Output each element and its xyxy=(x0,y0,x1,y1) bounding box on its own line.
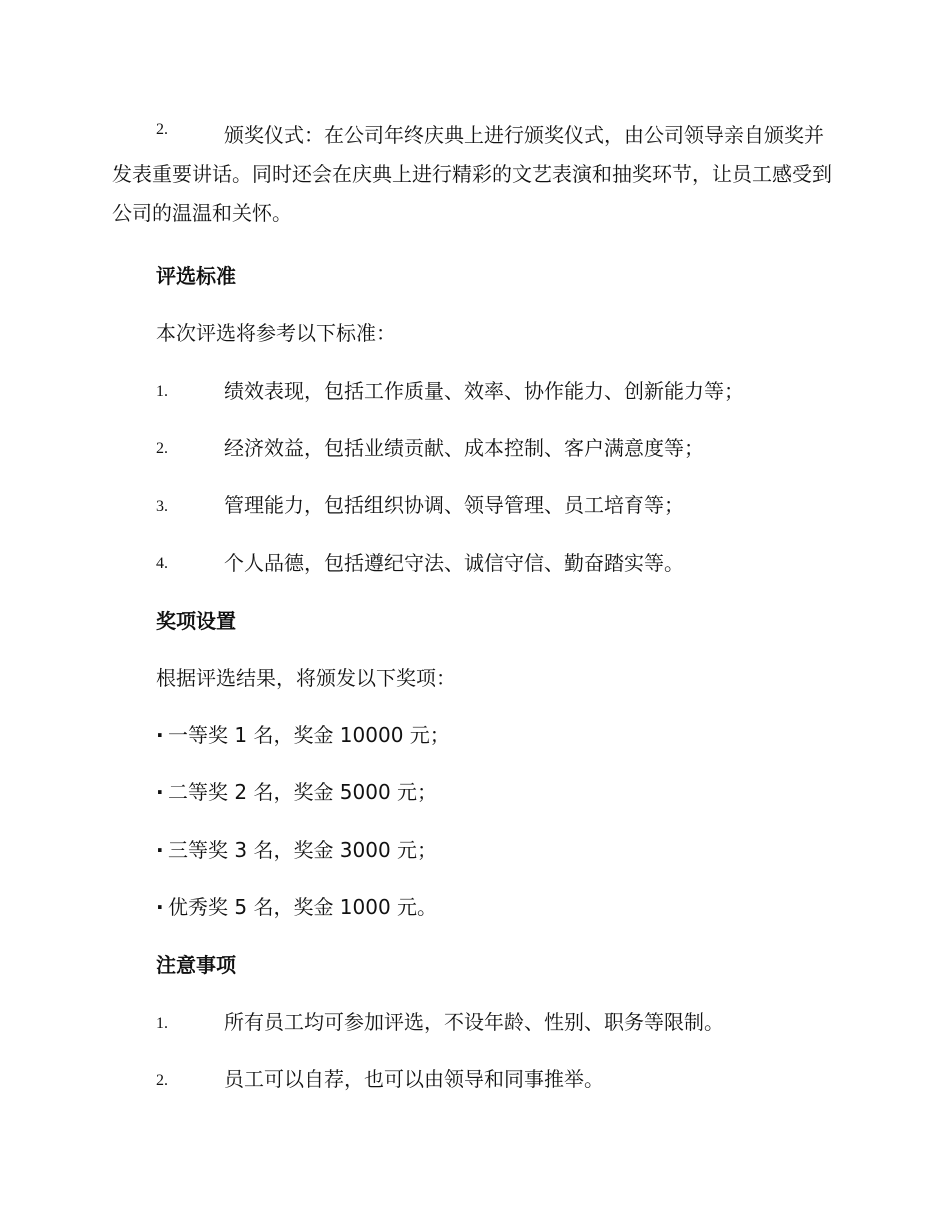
list-item xyxy=(156,839,437,861)
award-text: 一等奖 1 名，奖金 10000 元； xyxy=(168,723,450,747)
list-number: 2. xyxy=(156,440,168,457)
list-item xyxy=(156,896,437,918)
paragraph-text: 颁奖仪式：在公司年终庆典上进行颁奖仪式，由公司领导亲自颁奖并发表重要讲话。同时还会在庆典上进行精彩的文艺表演和抽奖环节，让员工感受到公司的温温和关怀。 xyxy=(112,123,832,225)
section-heading-awards: 奖项设置 xyxy=(156,609,236,633)
ceremony-paragraph xyxy=(112,116,838,233)
award-text: 三等奖 3 名，奖金 3000 元； xyxy=(168,838,438,862)
list-item xyxy=(156,781,437,803)
bullet-icon: · xyxy=(156,723,164,747)
list-item xyxy=(156,724,450,746)
list-number: 1. xyxy=(156,1015,168,1032)
criteria-intro: 本次评选将参考以下标准： xyxy=(156,321,396,345)
list-item: 经济效益，包括业绩贡献、成本控制、客户满意度等； xyxy=(224,436,704,460)
list-item: 个人品德，包括遵纪守法、诚信守信、勤奋踏实等。 xyxy=(224,551,684,575)
list-number: 2. xyxy=(156,1072,168,1089)
list-number: 2. xyxy=(156,121,168,138)
list-item: 管理能力，包括组织协调、领导管理、员工培育等； xyxy=(224,493,684,517)
bullet-icon: · xyxy=(156,780,164,804)
section-heading-notes: 注意事项 xyxy=(156,953,236,977)
award-text: 二等奖 2 名，奖金 5000 元； xyxy=(168,780,438,804)
bullet-icon: · xyxy=(156,895,164,919)
award-text: 优秀奖 5 名，奖金 1000 元。 xyxy=(168,895,438,919)
list-number: 1. xyxy=(156,383,168,400)
list-number: 4. xyxy=(156,555,168,572)
list-item: 员工可以自荐，也可以由领导和同事推举。 xyxy=(224,1067,604,1091)
section-heading-criteria: 评选标准 xyxy=(156,264,236,288)
list-number: 3. xyxy=(156,498,168,515)
list-item: 所有员工均可参加评选，不设年龄、性别、职务等限制。 xyxy=(224,1010,724,1034)
list-item: 绩效表现，包括工作质量、效率、协作能力、创新能力等； xyxy=(224,379,744,403)
awards-intro: 根据评选结果，将颁发以下奖项： xyxy=(156,666,456,690)
bullet-icon: · xyxy=(156,838,164,862)
